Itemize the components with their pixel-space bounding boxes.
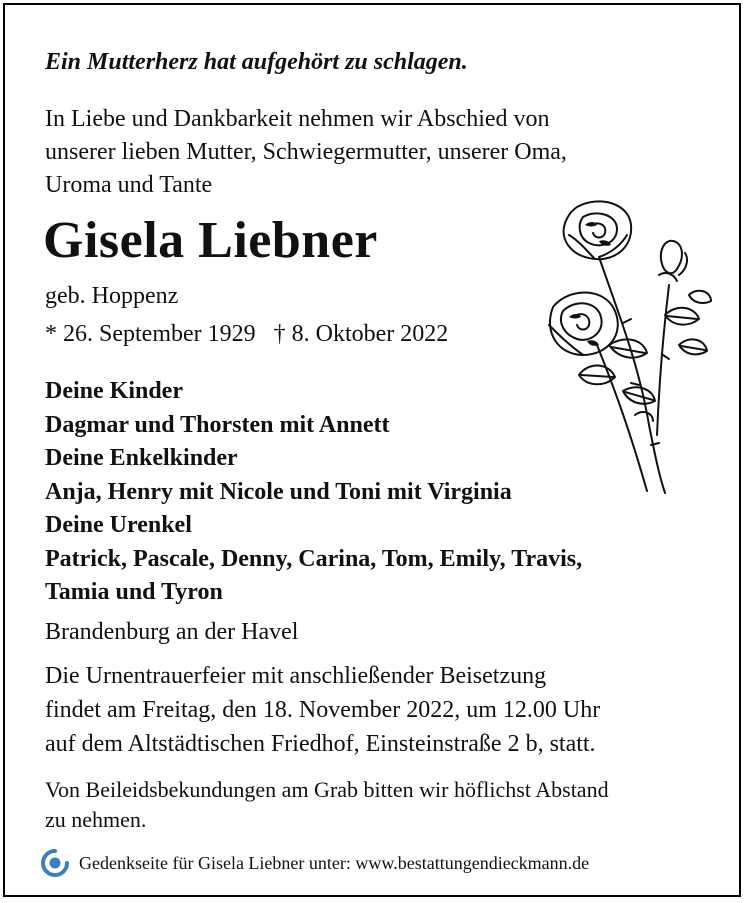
mourner-line: Deine Kinder	[45, 378, 183, 404]
mourner-line: Patrick, Pascale, Denny, Carina, Tom, Emily, Travis,	[45, 545, 583, 572]
request-line: Von Beileidsbekundungen am Grab bitten wir höflichst Abstand	[45, 777, 609, 802]
death-date: † 8. Oktober 2022	[273, 321, 449, 347]
funeral-line: Die Urnentrauerfeier mit anschließender Beisetzung	[45, 663, 547, 689]
life-dates	[45, 321, 448, 348]
memorial-page-text: Gedenkseite für Gisela Liebner unter: www.bestattungendieckmann.de	[79, 852, 590, 873]
birth-date: * 26. September 1929	[45, 321, 256, 347]
headline: Ein Mutterherz hat aufgehört zu schlagen.	[45, 49, 468, 75]
memorial-page-link[interactable]	[41, 848, 589, 878]
intro-line: unserer lieben Mutter, Schwiegermutter, unserer Oma,	[45, 139, 567, 165]
request-line: zu nehmen.	[45, 807, 147, 832]
deceased-name: Gisela Liebner	[43, 212, 378, 269]
condolence-request	[45, 775, 609, 835]
place: Brandenburg an der Havel	[45, 619, 299, 645]
mourner-line: Dagmar und Thorsten mit Annett	[45, 411, 390, 438]
memorial-logo-icon	[41, 849, 69, 877]
mourner-line: Deine Enkelkinder	[45, 445, 238, 471]
funeral-info	[45, 659, 600, 761]
mourner-line: Anja, Henry mit Nicole und Toni mit Virginia	[45, 478, 512, 505]
rose-illustration-icon	[539, 195, 719, 495]
intro-line: In Liebe und Dankbarkeit nehmen wir Abschied von	[45, 106, 550, 132]
mourner-line: Deine Urenkel	[45, 512, 192, 538]
intro-line: Uroma und Tante	[45, 172, 213, 198]
mourners-list	[45, 375, 582, 610]
mourner-line: Tamia und Tyron	[45, 579, 223, 605]
birth-name: geb. Hoppenz	[45, 283, 179, 309]
obituary-card	[3, 3, 741, 897]
funeral-line: findet am Freitag, den 18. November 2022, um 12.00 Uhr	[45, 697, 601, 723]
funeral-line: auf dem Altstädtischen Friedhof, Einsteinstraße 2 b, statt.	[45, 731, 596, 757]
intro-text	[45, 103, 685, 202]
